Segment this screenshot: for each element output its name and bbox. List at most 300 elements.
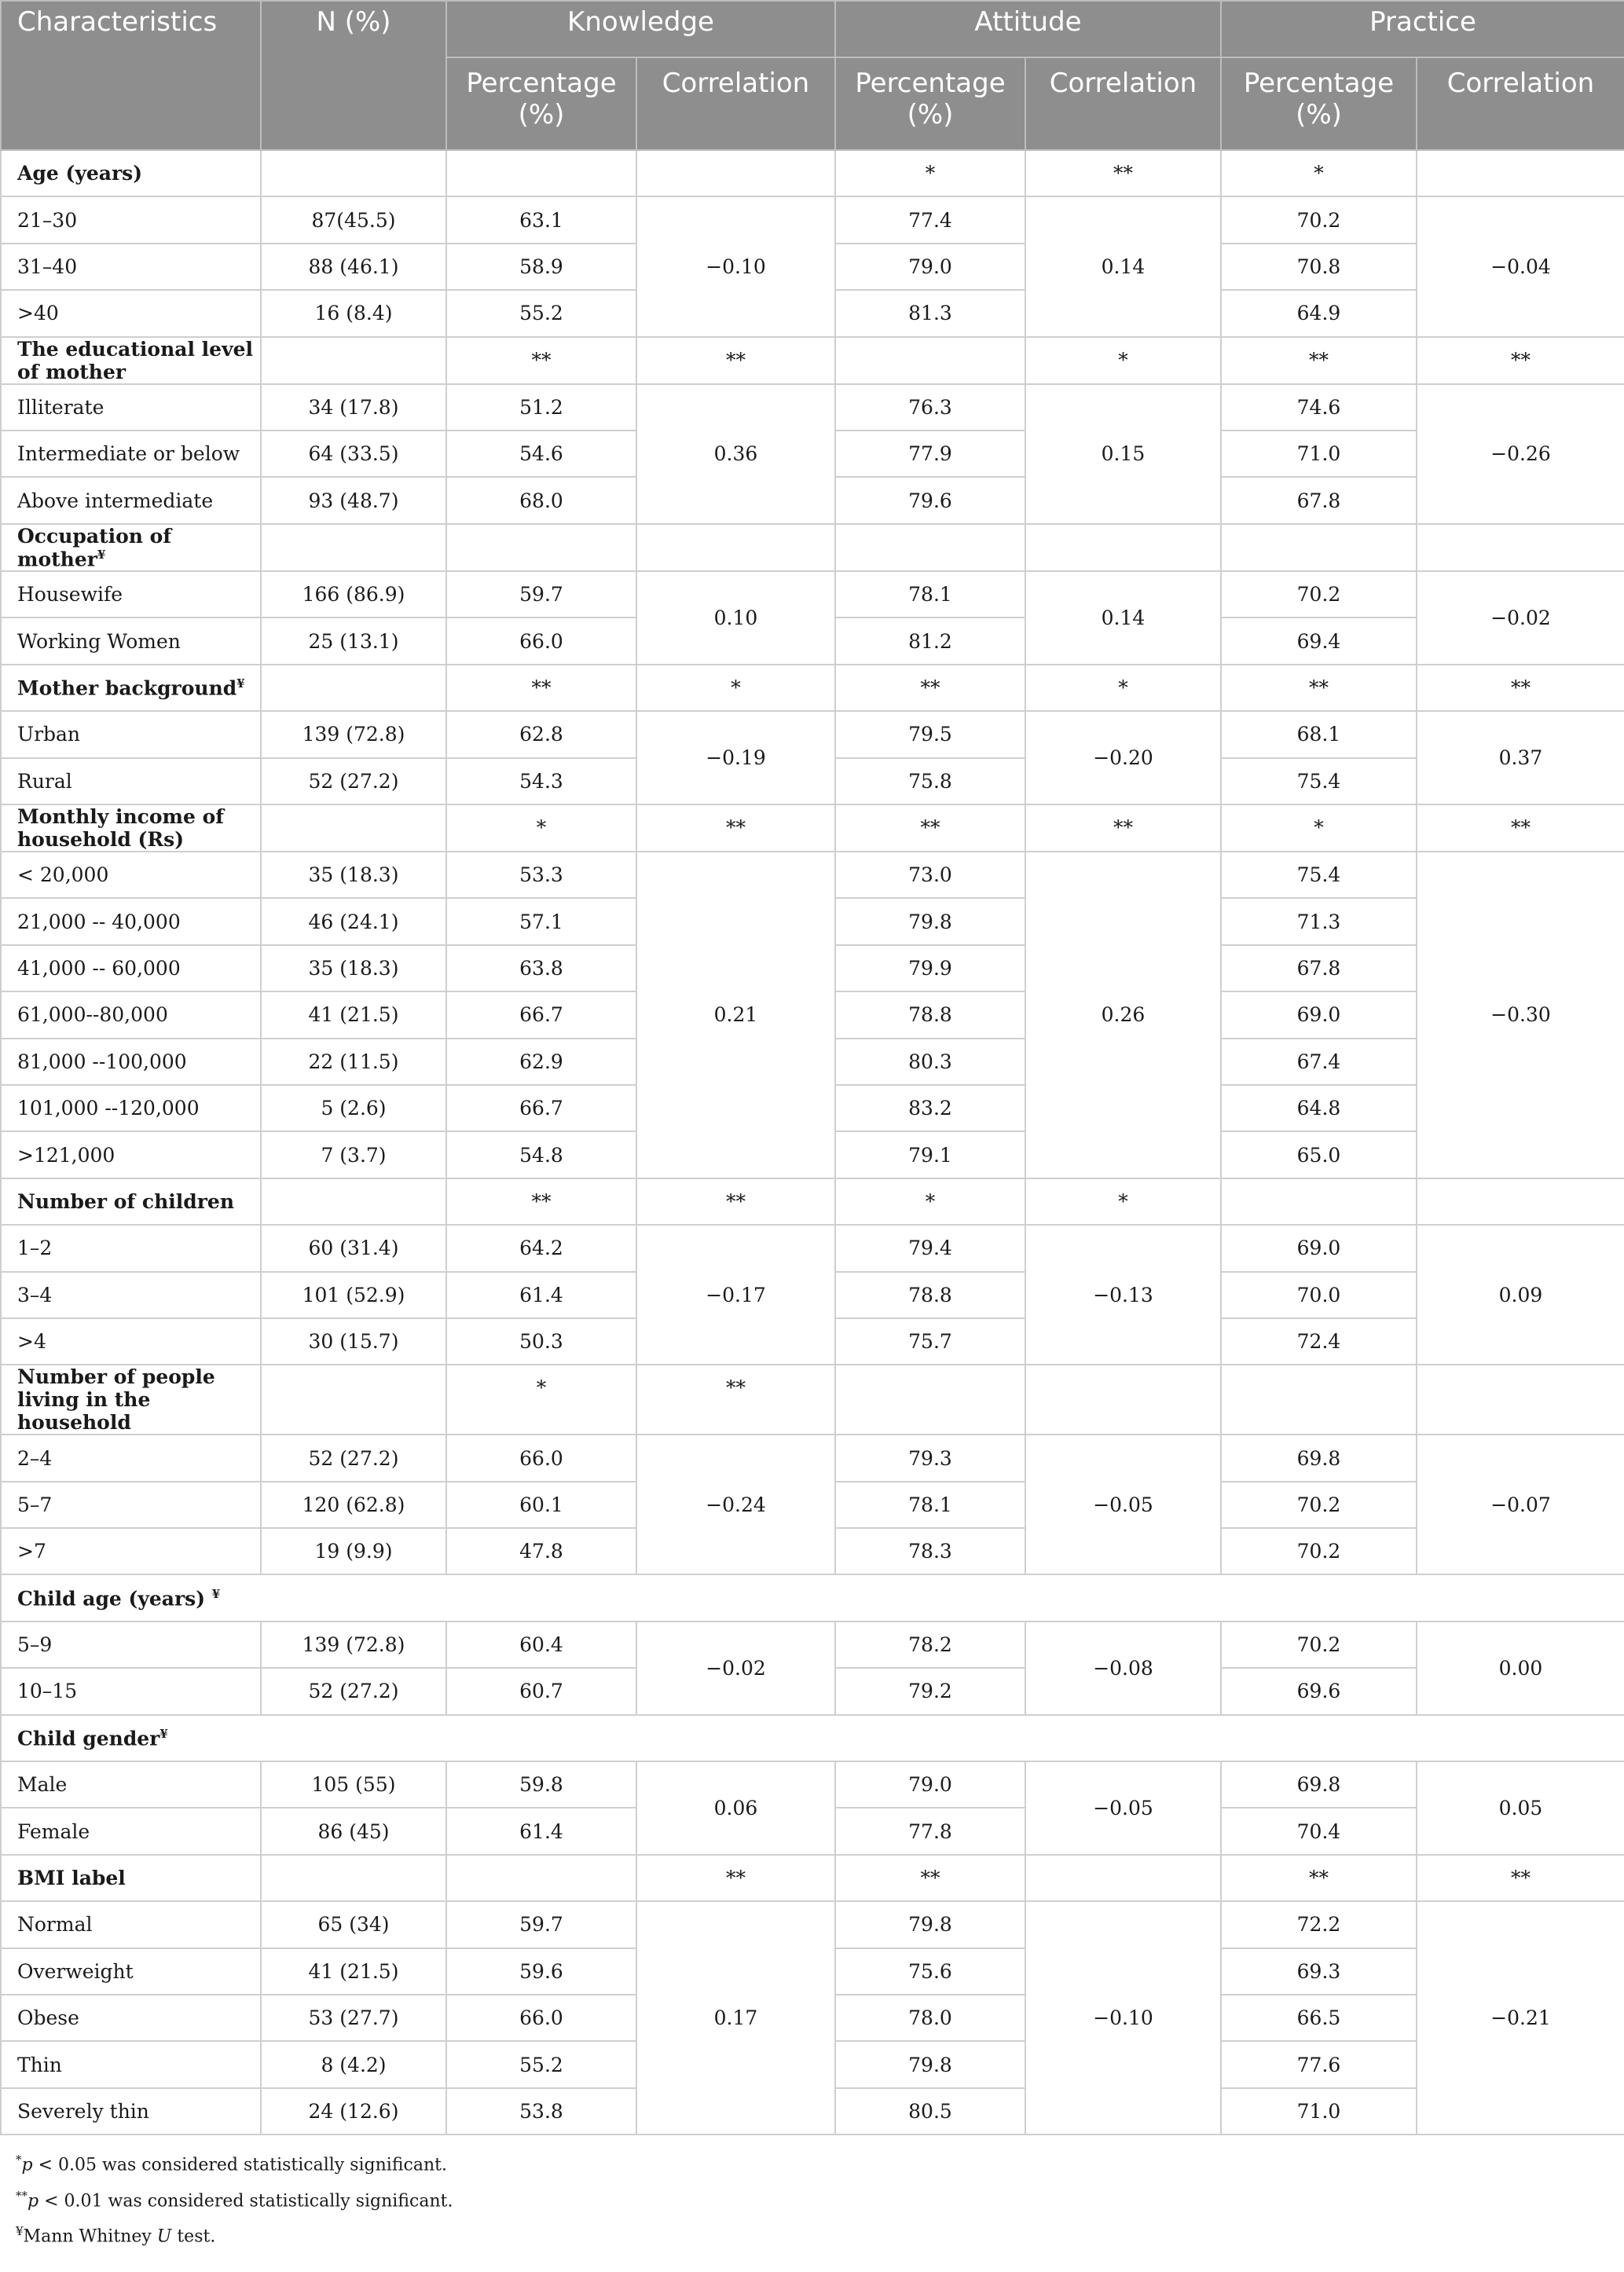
row-attitude-pct: 79.0 — [835, 244, 1025, 290]
row-n: 35 (18.3) — [261, 945, 446, 991]
row-practice-pct: 70.2 — [1221, 1482, 1417, 1528]
section-title-text: Child gender — [17, 1727, 160, 1750]
section-header-row — [1, 665, 1624, 711]
row-label: >4 — [1, 1318, 261, 1365]
section-header-row — [1, 150, 1624, 196]
row-attitude-pct: 79.0 — [835, 1761, 1025, 1808]
practice-correlation: −0.07 — [1417, 1435, 1624, 1574]
row-attitude-pct: 78.0 — [835, 1995, 1025, 2041]
knowledge-corr-sig: * — [636, 665, 835, 711]
row-practice-pct: 72.4 — [1221, 1318, 1417, 1365]
row-attitude-pct: 79.5 — [835, 711, 1025, 757]
row-n: 139 (72.8) — [261, 1622, 446, 1668]
attitude-pct-sig — [835, 1365, 1025, 1435]
knowledge-pct-sig: ** — [446, 665, 636, 711]
row-practice-pct: 71.3 — [1221, 898, 1417, 944]
section-n-empty — [261, 804, 446, 852]
row-knowledge-pct: 63.8 — [446, 945, 636, 991]
footnote-text: < 0.05 was considered statistically significant. — [32, 2155, 447, 2175]
footnote-text-end: test. — [171, 2226, 216, 2247]
footnote-3 — [16, 2216, 1624, 2252]
row-attitude-pct: 83.2 — [835, 1085, 1025, 1131]
knowledge-correlation: 0.36 — [636, 384, 835, 524]
row-knowledge-pct: 55.2 — [446, 290, 636, 336]
row-practice-pct: 69.0 — [1221, 991, 1417, 1038]
footnote-p: p — [21, 2155, 33, 2175]
row-label: Above intermediate — [1, 477, 261, 523]
practice-correlation: −0.30 — [1417, 852, 1624, 1178]
row-practice-pct: 67.4 — [1221, 1039, 1417, 1085]
practice-pct-sig: ** — [1221, 665, 1417, 711]
header-attitude: Attitude — [835, 1, 1221, 57]
row-attitude-pct: 79.8 — [835, 1901, 1025, 1948]
table-body — [1, 150, 1624, 2135]
practice-corr-sig — [1417, 1365, 1624, 1435]
row-label: Female — [1, 1808, 261, 1854]
table-row — [1, 1901, 1624, 1948]
practice-pct-sig: ** — [1221, 1855, 1417, 1901]
row-knowledge-pct: 62.8 — [446, 711, 636, 757]
attitude-pct-sig: ** — [835, 1855, 1025, 1901]
attitude-pct-sig: ** — [835, 665, 1025, 711]
footnote-2 — [16, 2181, 1624, 2216]
row-knowledge-pct: 50.3 — [446, 1318, 636, 1365]
section-n-empty — [261, 1855, 446, 1901]
row-label: Normal — [1, 1901, 261, 1948]
knowledge-corr-sig: ** — [636, 1178, 835, 1225]
row-knowledge-pct: 59.8 — [446, 1761, 636, 1808]
row-n: 86 (45) — [261, 1808, 446, 1854]
row-attitude-pct: 73.0 — [835, 852, 1025, 898]
attitude-corr-sig — [1025, 524, 1221, 571]
row-label: 21–30 — [1, 196, 261, 243]
knowledge-correlation: −0.10 — [636, 196, 835, 336]
row-attitude-pct: 81.2 — [835, 617, 1025, 664]
attitude-correlation: 0.14 — [1025, 571, 1221, 665]
section-n-empty — [261, 524, 446, 571]
section-header-row — [1, 1855, 1624, 1901]
section-title-text: Child age (years) — [17, 1586, 212, 1610]
knowledge-corr-sig: ** — [636, 1365, 835, 1435]
attitude-pct-sig — [835, 524, 1025, 571]
row-knowledge-pct: 60.4 — [446, 1622, 636, 1668]
row-n: 64 (33.5) — [261, 431, 446, 477]
footnote-mark: ¥ — [16, 2223, 24, 2238]
header-knowledge: Knowledge — [446, 1, 835, 57]
row-knowledge-pct: 60.1 — [446, 1482, 636, 1528]
section-header-row — [1, 1365, 1624, 1435]
attitude-pct-sig — [835, 337, 1025, 384]
section-title — [1, 1178, 261, 1225]
attitude-corr-sig — [1025, 1365, 1221, 1435]
section-title — [1, 1574, 1624, 1621]
row-practice-pct: 70.8 — [1221, 244, 1417, 290]
row-n: 35 (18.3) — [261, 852, 446, 898]
row-practice-pct: 75.4 — [1221, 758, 1417, 804]
footnote-p: p — [27, 2190, 39, 2211]
row-label: >121,000 — [1, 1131, 261, 1178]
table-row — [1, 1225, 1624, 1271]
row-practice-pct: 69.8 — [1221, 1435, 1417, 1481]
row-practice-pct: 69.3 — [1221, 1948, 1417, 1995]
knowledge-pct-sig: * — [446, 804, 636, 852]
row-practice-pct: 64.8 — [1221, 1085, 1417, 1131]
row-practice-pct: 70.0 — [1221, 1272, 1417, 1318]
row-n: 25 (13.1) — [261, 617, 446, 664]
row-knowledge-pct: 53.8 — [446, 2088, 636, 2135]
knowledge-corr-sig — [636, 524, 835, 571]
practice-corr-sig — [1417, 1178, 1624, 1225]
row-practice-pct: 70.2 — [1221, 571, 1417, 617]
knowledge-correlation: 0.17 — [636, 1901, 835, 2135]
row-label: Obese — [1, 1995, 261, 2041]
header-attitude-percentage: Percentage (%) — [835, 57, 1025, 150]
attitude-corr-sig: * — [1025, 665, 1221, 711]
practice-corr-sig: ** — [1417, 337, 1624, 384]
row-n: 34 (17.8) — [261, 384, 446, 431]
row-attitude-pct: 80.5 — [835, 2088, 1025, 2135]
section-title-text: Number of people living in the household — [17, 1365, 215, 1435]
row-n: 5 (2.6) — [261, 1085, 446, 1131]
practice-correlation: 0.00 — [1417, 1622, 1624, 1715]
section-title — [1, 665, 261, 711]
practice-corr-sig: ** — [1417, 1855, 1624, 1901]
section-header-row — [1, 1178, 1624, 1225]
table-row — [1, 1761, 1624, 1808]
section-title-marker: ¥ — [97, 547, 106, 562]
practice-pct-sig: * — [1221, 804, 1417, 852]
attitude-correlation: −0.08 — [1025, 1622, 1221, 1715]
header-practice-percentage: Percentage (%) — [1221, 57, 1417, 150]
section-header-row — [1, 1574, 1624, 1621]
row-attitude-pct: 78.8 — [835, 991, 1025, 1038]
knowledge-pct-sig: * — [446, 1365, 636, 1435]
attitude-correlation: −0.05 — [1025, 1761, 1221, 1855]
table-row — [1, 571, 1624, 617]
attitude-pct-sig: * — [835, 150, 1025, 196]
row-practice-pct: 67.8 — [1221, 477, 1417, 523]
row-n: 52 (27.2) — [261, 1435, 446, 1481]
row-practice-pct: 70.2 — [1221, 1622, 1417, 1668]
row-attitude-pct: 79.8 — [835, 2041, 1025, 2087]
row-n: 87(45.5) — [261, 196, 446, 243]
row-label: 5–9 — [1, 1622, 261, 1668]
practice-correlation: −0.02 — [1417, 571, 1624, 665]
row-knowledge-pct: 55.2 — [446, 2041, 636, 2087]
table-row — [1, 196, 1624, 243]
section-n-empty — [261, 1178, 446, 1225]
row-attitude-pct: 79.3 — [835, 1435, 1025, 1481]
table-row — [1, 711, 1624, 757]
section-title — [1, 804, 261, 852]
row-n: 22 (11.5) — [261, 1039, 446, 1085]
section-title-text: Occupation of mother — [17, 524, 172, 571]
row-attitude-pct: 76.3 — [835, 384, 1025, 431]
row-label: 10–15 — [1, 1668, 261, 1714]
row-label: 31–40 — [1, 244, 261, 290]
knowledge-correlation: −0.02 — [636, 1622, 835, 1715]
section-title-text: Monthly income of household (Rs) — [17, 805, 225, 852]
section-title-text: Number of children — [17, 1189, 235, 1213]
row-label: Intermediate or below — [1, 431, 261, 477]
row-practice-pct: 74.6 — [1221, 384, 1417, 431]
row-n: 65 (34) — [261, 1901, 446, 1948]
row-n: 53 (27.7) — [261, 1995, 446, 2041]
row-label: 1–2 — [1, 1225, 261, 1271]
row-practice-pct: 67.8 — [1221, 945, 1417, 991]
row-practice-pct: 70.2 — [1221, 1528, 1417, 1574]
row-practice-pct: 77.6 — [1221, 2041, 1417, 2087]
practice-correlation: −0.21 — [1417, 1901, 1624, 2135]
header-knowledge-percentage: Percentage (%) — [446, 57, 636, 150]
row-n: 30 (15.7) — [261, 1318, 446, 1365]
row-knowledge-pct: 60.7 — [446, 1668, 636, 1714]
row-label: 41,000 -- 60,000 — [1, 945, 261, 991]
row-attitude-pct: 78.3 — [835, 1528, 1025, 1574]
table-row — [1, 852, 1624, 898]
row-practice-pct: 75.4 — [1221, 852, 1417, 898]
footnote-1 — [16, 2145, 1624, 2180]
row-n: 41 (21.5) — [261, 991, 446, 1038]
row-label: Housewife — [1, 571, 261, 617]
table-row — [1, 1622, 1624, 1668]
section-title-text: BMI label — [17, 1867, 126, 1890]
row-knowledge-pct: 51.2 — [446, 384, 636, 431]
header-attitude-correlation: Correlation — [1025, 57, 1221, 150]
row-practice-pct: 65.0 — [1221, 1131, 1417, 1178]
row-practice-pct: 70.2 — [1221, 196, 1417, 243]
row-knowledge-pct: 68.0 — [446, 477, 636, 523]
row-knowledge-pct: 59.7 — [446, 571, 636, 617]
section-title — [1, 337, 261, 384]
attitude-corr-sig: ** — [1025, 150, 1221, 196]
section-title-text: The educational level of mother — [17, 337, 253, 383]
row-knowledge-pct: 59.6 — [446, 1948, 636, 1995]
practice-correlation: −0.26 — [1417, 384, 1624, 524]
row-attitude-pct: 78.8 — [835, 1272, 1025, 1318]
knowledge-correlation: −0.17 — [636, 1225, 835, 1365]
row-attitude-pct: 78.1 — [835, 1482, 1025, 1528]
attitude-correlation: 0.26 — [1025, 852, 1221, 1178]
row-knowledge-pct: 57.1 — [446, 898, 636, 944]
knowledge-correlation: 0.10 — [636, 571, 835, 665]
practice-corr-sig: ** — [1417, 804, 1624, 852]
table-row — [1, 1435, 1624, 1481]
row-attitude-pct: 77.8 — [835, 1808, 1025, 1854]
row-practice-pct: 69.4 — [1221, 617, 1417, 664]
table-header — [1, 1, 1624, 150]
attitude-correlation: −0.10 — [1025, 1901, 1221, 2135]
practice-corr-sig: ** — [1417, 665, 1624, 711]
row-label: Overweight — [1, 1948, 261, 1995]
footnote-u: U — [156, 2226, 172, 2247]
row-n: 88 (46.1) — [261, 244, 446, 290]
attitude-correlation: −0.20 — [1025, 711, 1221, 804]
attitude-corr-sig: * — [1025, 1178, 1221, 1225]
row-label: >40 — [1, 290, 261, 336]
header-practice: Practice — [1221, 1, 1624, 57]
section-n-empty — [261, 337, 446, 384]
row-n: 52 (27.2) — [261, 1668, 446, 1714]
knowledge-pct-sig: ** — [446, 1178, 636, 1225]
header-knowledge-correlation: Correlation — [636, 57, 835, 150]
attitude-corr-sig — [1025, 1855, 1221, 1901]
row-knowledge-pct: 54.6 — [446, 431, 636, 477]
practice-correlation: −0.04 — [1417, 196, 1624, 336]
row-n: 7 (3.7) — [261, 1131, 446, 1178]
practice-pct-sig — [1221, 1178, 1417, 1225]
attitude-pct-sig: ** — [835, 804, 1025, 852]
row-practice-pct: 71.0 — [1221, 2088, 1417, 2135]
knowledge-pct-sig: ** — [446, 337, 636, 384]
footnote-mark: * — [16, 2153, 22, 2168]
row-n: 41 (21.5) — [261, 1948, 446, 1995]
practice-corr-sig — [1417, 524, 1624, 571]
knowledge-corr-sig: ** — [636, 337, 835, 384]
footnotes — [0, 2135, 1624, 2252]
row-n: 46 (24.1) — [261, 898, 446, 944]
section-title — [1, 1715, 1624, 1761]
row-practice-pct: 71.0 — [1221, 431, 1417, 477]
row-label: Illiterate — [1, 384, 261, 431]
row-attitude-pct: 75.6 — [835, 1948, 1025, 1995]
practice-pct-sig: * — [1221, 150, 1417, 196]
footnote-text: Mann Whitney — [23, 2226, 157, 2247]
row-label: Severely thin — [1, 2088, 261, 2135]
row-attitude-pct: 79.9 — [835, 945, 1025, 991]
practice-corr-sig — [1417, 150, 1624, 196]
row-practice-pct: 64.9 — [1221, 290, 1417, 336]
row-knowledge-pct: 54.3 — [446, 758, 636, 804]
section-header-row — [1, 524, 1624, 571]
practice-pct-sig — [1221, 1365, 1417, 1435]
attitude-correlation: −0.13 — [1025, 1225, 1221, 1365]
header-practice-correlation: Correlation — [1417, 57, 1624, 150]
section-n-empty — [261, 1365, 446, 1435]
row-label: 5–7 — [1, 1482, 261, 1528]
row-n: 139 (72.8) — [261, 711, 446, 757]
row-attitude-pct: 79.8 — [835, 898, 1025, 944]
row-attitude-pct: 80.3 — [835, 1039, 1025, 1085]
row-knowledge-pct: 53.3 — [446, 852, 636, 898]
row-knowledge-pct: 66.0 — [446, 1435, 636, 1481]
row-n: 52 (27.2) — [261, 758, 446, 804]
section-n-empty — [261, 665, 446, 711]
knowledge-correlation: 0.06 — [636, 1761, 835, 1855]
row-knowledge-pct: 47.8 — [446, 1528, 636, 1574]
row-knowledge-pct: 66.7 — [446, 991, 636, 1038]
row-practice-pct: 70.4 — [1221, 1808, 1417, 1854]
knowledge-pct-sig — [446, 524, 636, 571]
header-characteristics: Characteristics — [1, 1, 261, 150]
row-attitude-pct: 79.2 — [835, 1668, 1025, 1714]
table-row — [1, 384, 1624, 431]
row-attitude-pct: 81.3 — [835, 290, 1025, 336]
attitude-corr-sig: * — [1025, 337, 1221, 384]
row-n: 24 (12.6) — [261, 2088, 446, 2135]
section-header-row — [1, 337, 1624, 384]
row-practice-pct: 66.5 — [1221, 1995, 1417, 2041]
row-n: 8 (4.2) — [261, 2041, 446, 2087]
row-attitude-pct: 75.8 — [835, 758, 1025, 804]
row-attitude-pct: 79.4 — [835, 1225, 1025, 1271]
knowledge-corr-sig: ** — [636, 804, 835, 852]
practice-pct-sig: ** — [1221, 337, 1417, 384]
row-knowledge-pct: 63.1 — [446, 196, 636, 243]
row-n: 120 (62.8) — [261, 1482, 446, 1528]
row-practice-pct: 69.8 — [1221, 1761, 1417, 1808]
row-attitude-pct: 77.4 — [835, 196, 1025, 243]
row-label: >7 — [1, 1528, 261, 1574]
practice-correlation: 0.05 — [1417, 1761, 1624, 1855]
row-attitude-pct: 79.1 — [835, 1131, 1025, 1178]
knowledge-corr-sig: ** — [636, 1855, 835, 1901]
section-title — [1, 524, 261, 571]
section-title — [1, 1365, 261, 1435]
knowledge-pct-sig — [446, 1855, 636, 1901]
row-knowledge-pct: 66.0 — [446, 617, 636, 664]
section-n-empty — [261, 150, 446, 196]
row-knowledge-pct: 58.9 — [446, 244, 636, 290]
row-knowledge-pct: 66.7 — [446, 1085, 636, 1131]
row-knowledge-pct: 54.8 — [446, 1131, 636, 1178]
row-label: Male — [1, 1761, 261, 1808]
knowledge-correlation: 0.21 — [636, 852, 835, 1178]
row-label: 61,000--80,000 — [1, 991, 261, 1038]
section-title-text: Age (years) — [17, 162, 143, 185]
section-title-marker: ¥ — [236, 676, 245, 691]
attitude-correlation: 0.15 — [1025, 384, 1221, 524]
row-n: 105 (55) — [261, 1761, 446, 1808]
row-label: Urban — [1, 711, 261, 757]
header-n: N (%) — [261, 1, 446, 150]
row-knowledge-pct: 61.4 — [446, 1272, 636, 1318]
row-knowledge-pct: 66.0 — [446, 1995, 636, 2041]
section-title-marker: ¥ — [159, 1726, 168, 1741]
row-attitude-pct: 78.1 — [835, 571, 1025, 617]
section-title — [1, 1855, 261, 1901]
row-label: 2–4 — [1, 1435, 261, 1481]
practice-correlation: 0.09 — [1417, 1225, 1624, 1365]
row-n: 19 (9.9) — [261, 1528, 446, 1574]
section-header-row — [1, 804, 1624, 852]
row-label: 101,000 --120,000 — [1, 1085, 261, 1131]
row-n: 60 (31.4) — [261, 1225, 446, 1271]
row-n: 93 (48.7) — [261, 477, 446, 523]
row-attitude-pct: 79.6 — [835, 477, 1025, 523]
attitude-pct-sig: * — [835, 1178, 1025, 1225]
practice-correlation: 0.37 — [1417, 711, 1624, 804]
row-n: 16 (8.4) — [261, 290, 446, 336]
row-knowledge-pct: 59.7 — [446, 1901, 636, 1948]
knowledge-correlation: −0.24 — [636, 1435, 835, 1574]
section-title — [1, 150, 261, 196]
row-n: 101 (52.9) — [261, 1272, 446, 1318]
row-practice-pct: 69.6 — [1221, 1668, 1417, 1714]
attitude-correlation: −0.05 — [1025, 1435, 1221, 1574]
footnote-mark: ** — [16, 2188, 27, 2203]
section-title-marker: ¥ — [211, 1586, 221, 1601]
row-label: Rural — [1, 758, 261, 804]
row-knowledge-pct: 62.9 — [446, 1039, 636, 1085]
row-practice-pct: 72.2 — [1221, 1901, 1417, 1948]
row-label: 21,000 -- 40,000 — [1, 898, 261, 944]
row-label: < 20,000 — [1, 852, 261, 898]
section-header-row — [1, 1715, 1624, 1761]
knowledge-pct-sig — [446, 150, 636, 196]
row-practice-pct: 69.0 — [1221, 1225, 1417, 1271]
row-knowledge-pct: 61.4 — [446, 1808, 636, 1854]
